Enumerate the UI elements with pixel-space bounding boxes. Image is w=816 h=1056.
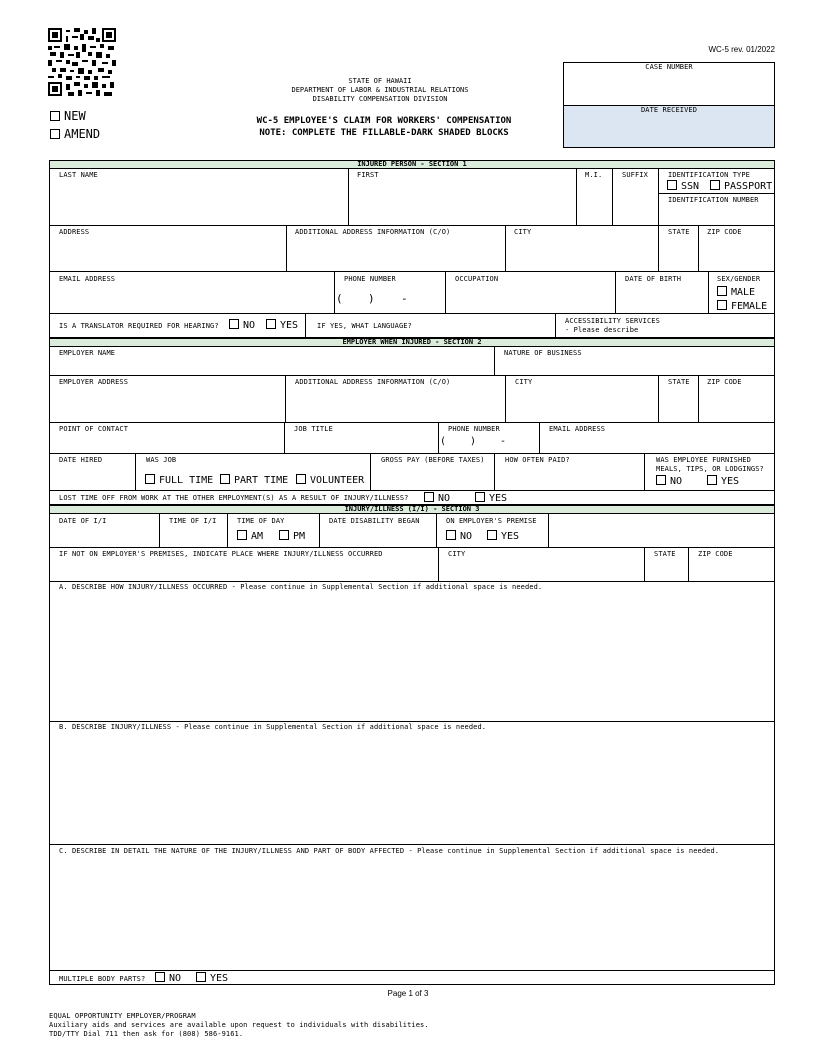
employer-phone-open-paren: (	[440, 436, 447, 447]
last-name-label: LAST NAME	[59, 171, 98, 179]
amend-box[interactable]	[50, 129, 60, 139]
zip-label: ZIP CODE	[707, 228, 742, 236]
employer-email-label: EMAIL ADDRESS	[549, 425, 606, 433]
qr-code	[48, 28, 116, 96]
agency-line-2: DEPARTMENT OF LABOR & INDUSTRIAL RELATIONS	[291, 86, 469, 94]
am-checkbox[interactable]: AM	[237, 530, 263, 543]
section-1-header: INJURED PERSON - SECTION 1	[49, 160, 775, 169]
email-label: EMAIL ADDRESS	[59, 275, 116, 283]
translator-no-checkbox[interactable]: NO	[229, 319, 255, 332]
am-box[interactable]	[237, 530, 247, 540]
full-time-box[interactable]	[145, 474, 155, 484]
city-label: CITY	[514, 228, 532, 236]
employer-name-field[interactable]	[49, 346, 495, 376]
employer-phone-close-paren: )	[470, 436, 477, 447]
employer-address-label: EMPLOYER ADDRESS	[59, 378, 129, 386]
employer-name-label: EMPLOYER NAME	[59, 349, 116, 357]
case-number-label: CASE NUMBER	[645, 63, 693, 71]
translator-label: IS A TRANSLATOR REQUIRED FOR HEARING?	[59, 322, 219, 330]
female-checkbox[interactable]: FEMALE	[717, 300, 767, 313]
amend-checkbox[interactable]: AMEND	[50, 127, 100, 141]
multiple-no-box[interactable]	[155, 972, 165, 982]
id-number-label: IDENTIFICATION NUMBER	[668, 196, 759, 204]
premise-yes-checkbox[interactable]: YES	[487, 530, 519, 543]
pm-box[interactable]	[279, 530, 289, 540]
revision: WC-5 rev. 01/2022	[708, 45, 775, 54]
phone-label: PHONE NUMBER	[344, 275, 396, 283]
point-of-contact-label: POINT OF CONTACT	[59, 425, 129, 433]
tdd-statement: TDD/TTY Dial 711 then ask for (808) 586-9161.	[49, 1030, 244, 1038]
describe-injury-label: B. DESCRIBE INJURY/ILLNESS - Please continue in Supplemental Section if additional space is needed.	[59, 723, 487, 731]
agency-line-3: DISABILITY COMPENSATION DIVISION	[312, 95, 448, 103]
furnished-no-box[interactable]	[656, 475, 666, 485]
form-title: WC-5 EMPLOYEE'S CLAIM FOR WORKERS' COMPENSATION	[256, 116, 512, 126]
premise-no-checkbox[interactable]: NO	[446, 530, 472, 543]
section-2-header: EMPLOYER WHEN INJURED - SECTION 2	[49, 338, 775, 347]
furnished-label-line-2: MEALS, TIPS, OR LODGINGS?	[656, 465, 764, 473]
lost-time-label: LOST TIME OFF FROM WORK AT THE OTHER EMPLOYMENT(S) AS A RESULT OF INJURY/ILLNESS?	[59, 494, 409, 502]
pm-checkbox[interactable]: PM	[279, 530, 305, 543]
dob-label: DATE OF BIRTH	[625, 275, 682, 283]
accessibility-note: - Please describe	[565, 326, 639, 334]
female-box[interactable]	[717, 300, 727, 310]
language-label: IF YES, WHAT LANGUAGE?	[317, 322, 412, 330]
gross-pay-label: GROSS PAY (BEFORE TAXES)	[381, 456, 485, 464]
new-box[interactable]	[50, 111, 60, 121]
translator-yes-box[interactable]	[266, 319, 276, 329]
agency-line-1: STATE OF HAWAII	[348, 77, 412, 85]
multiple-yes-box[interactable]	[196, 972, 206, 982]
how-often-paid-label: HOW OFTEN PAID?	[505, 456, 570, 464]
phone-close-paren: )	[368, 292, 375, 305]
not-premise-label: IF NOT ON EMPLOYER'S PREMISES, INDICATE PLACE WHERE INJURY/ILLNESS OCCURRED	[59, 550, 383, 558]
ii-zip-label: ZIP CODE	[698, 550, 733, 558]
passport-box[interactable]	[710, 180, 720, 190]
occupation-label: OCCUPATION	[455, 275, 499, 283]
employer-city-label: CITY	[515, 378, 533, 386]
premise-yes-box[interactable]	[487, 530, 497, 540]
multiple-yes-checkbox[interactable]: YES	[196, 972, 228, 985]
ii-state-label: STATE	[654, 550, 676, 558]
time-of-ii-label: TIME OF I/I	[169, 517, 217, 525]
lost-time-yes-box[interactable]	[475, 492, 485, 502]
employer-phone-label: PHONE NUMBER	[448, 425, 500, 433]
translator-yes-checkbox[interactable]: YES	[266, 319, 298, 332]
section-3-blank-field[interactable]	[548, 513, 775, 548]
employer-additional-address-label: ADDITIONAL ADDRESS INFORMATION (C/O)	[295, 378, 451, 386]
date-received-label: DATE RECEIVED	[640, 106, 698, 114]
employer-state-label: STATE	[668, 378, 690, 386]
employer-zip-label: ZIP CODE	[707, 378, 742, 386]
first-name-field[interactable]	[348, 168, 577, 226]
lost-time-no-box[interactable]	[424, 492, 434, 502]
part-time-checkbox[interactable]: PART TIME	[220, 474, 288, 487]
section-3-header: INJURY/ILLNESS (I/I) - SECTION 3	[49, 505, 775, 514]
male-checkbox[interactable]: MALE	[717, 286, 755, 299]
eeo-statement: EQUAL OPPORTUNITY EMPLOYER/PROGRAM	[49, 1012, 196, 1020]
aux-aids-statement: Auxiliary aids and services are available upon request to individuals with disabilities.	[49, 1021, 429, 1029]
furnished-label-line-1: WAS EMPLOYEE FURNISHED	[656, 456, 751, 464]
phone-open-paren: (	[336, 292, 343, 305]
employer-phone-dash: -	[500, 436, 507, 447]
address-label: ADDRESS	[59, 228, 90, 236]
date-hired-label: DATE HIRED	[59, 456, 103, 464]
furnished-no-checkbox[interactable]: NO	[656, 475, 682, 488]
ssn-box[interactable]	[667, 180, 677, 190]
id-type-label: IDENTIFICATION TYPE	[668, 171, 750, 179]
furnished-yes-checkbox[interactable]: YES	[707, 475, 739, 488]
describe-nature-label: C. DESCRIBE IN DETAIL THE NATURE OF THE INJURY/ILLNESS AND PART OF BODY AFFECTED - Please continue in Supplemental Section if additional space is needed.	[59, 847, 720, 855]
describe-how-field[interactable]	[49, 581, 775, 722]
describe-nature-field[interactable]	[49, 844, 775, 971]
first-name-label: FIRST	[357, 171, 379, 179]
lost-time-yes-checkbox[interactable]: YES	[475, 492, 507, 505]
volunteer-box[interactable]	[296, 474, 306, 484]
sex-label: SEX/GENDER	[717, 275, 761, 283]
describe-how-label: A. DESCRIBE HOW INJURY/ILLNESS OCCURRED - Please continue in Supplemental Section if additional space is needed.	[59, 583, 543, 591]
part-time-box[interactable]	[220, 474, 230, 484]
form-subtitle: NOTE: COMPLETE THE FILLABLE-DARK SHADED BLOCKS	[259, 128, 509, 138]
phone-dash: -	[401, 292, 408, 305]
was-job-label: WAS JOB	[146, 456, 177, 464]
additional-address-label: ADDITIONAL ADDRESS INFORMATION (C/O)	[295, 228, 451, 236]
volunteer-checkbox[interactable]: VOLUNTEER	[296, 474, 364, 487]
lost-time-no-checkbox[interactable]: NO	[424, 492, 450, 505]
ssn-checkbox[interactable]: SSN	[667, 180, 699, 193]
mi-label: M.I.	[585, 171, 603, 179]
full-time-checkbox[interactable]: FULL TIME	[145, 474, 213, 487]
page-number: Page 1 of 3	[387, 989, 429, 998]
date-disability-label: DATE DISABILITY BEGAN	[329, 517, 420, 525]
premise-label: ON EMPLOYER'S PREMISE	[446, 517, 537, 525]
describe-injury-field[interactable]	[49, 721, 775, 845]
ii-city-field[interactable]	[438, 547, 645, 582]
ii-city-label: CITY	[448, 550, 466, 558]
new-checkbox[interactable]: NEW	[50, 109, 86, 123]
time-of-day-label: TIME OF DAY	[237, 517, 285, 525]
accessibility-label: ACCESSIBILITY SERVICES	[565, 317, 660, 325]
translator-no-box[interactable]	[229, 319, 239, 329]
job-title-label: JOB TITLE	[294, 425, 333, 433]
suffix-label: SUFFIX	[622, 171, 648, 179]
premise-no-box[interactable]	[446, 530, 456, 540]
male-box[interactable]	[717, 286, 727, 296]
passport-checkbox[interactable]: PASSPORT	[710, 180, 772, 193]
multiple-body-parts-label: MULTIPLE BODY PARTS?	[59, 975, 146, 983]
state-label: STATE	[668, 228, 690, 236]
multiple-no-checkbox[interactable]: NO	[155, 972, 181, 985]
nature-of-business-label: NATURE OF BUSINESS	[504, 349, 582, 357]
furnished-yes-box[interactable]	[707, 475, 717, 485]
date-of-ii-label: DATE OF I/I	[59, 517, 107, 525]
